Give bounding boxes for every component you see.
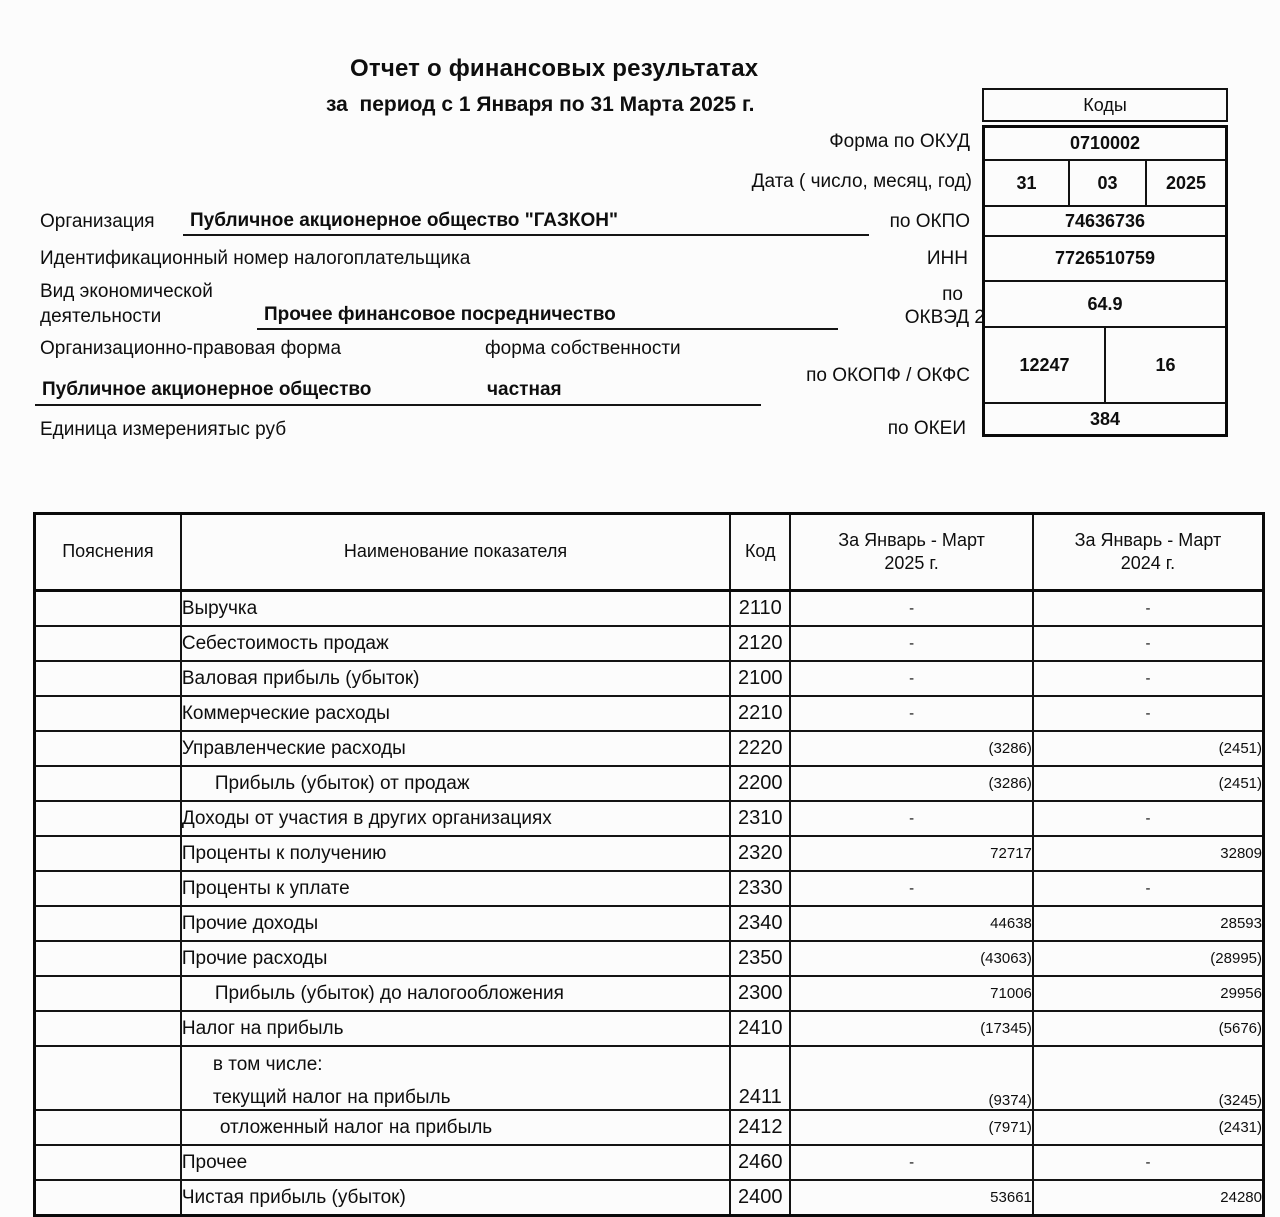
legal-form-underline (35, 375, 761, 406)
value-2025-cell: 53661 (790, 1180, 1033, 1216)
explanations-cell (35, 941, 181, 976)
indicator-name: Налог на прибыль (181, 1011, 730, 1046)
report-header (0, 0, 1280, 512)
value-2024-cell: (3245) (1033, 1046, 1264, 1110)
value-2024-cell: 32809 (1033, 836, 1264, 871)
code-cell: 2330 (730, 871, 790, 906)
header-period-2024-line1: За Январь - Март (1074, 529, 1222, 550)
legal-form-value: Публичное акционерное общество (42, 379, 372, 400)
explanations-cell (35, 976, 181, 1011)
explanations-cell (35, 731, 181, 766)
explanations-cell (35, 591, 181, 627)
value-2025-cell: - (790, 591, 1033, 627)
code-cell: 2460 (730, 1145, 790, 1180)
explanations-cell (35, 1180, 181, 1216)
okved-label-line2: ОКВЭД 2 (904, 307, 985, 328)
indicator-name: Доходы от участия в других организациях (181, 801, 730, 836)
value-2025-cell: (9374) (790, 1046, 1033, 1110)
explanations-cell (35, 1110, 181, 1145)
report-period: за период с 1 Января по 31 Марта 2025 г. (326, 93, 755, 116)
indicator-sub-heading: в том числе: (212, 1054, 323, 1075)
code-cell: 2340 (730, 906, 790, 941)
indicator-name: Проценты к получению (181, 836, 730, 871)
indicator-name: Валовая прибыль (убыток) (181, 661, 730, 696)
date-day-code: 31 (985, 161, 1070, 205)
table-row (35, 976, 1264, 1011)
okved-label-line1: по (942, 284, 963, 305)
inn-label: ИНН (926, 248, 968, 269)
table-header-row (35, 514, 1264, 591)
table-row (35, 1145, 1264, 1180)
indicator-name: Себестоимость продаж (181, 626, 730, 661)
value-2024-cell: - (1033, 1145, 1264, 1180)
value-2025-cell: - (790, 871, 1033, 906)
indicator-name: Прибыль (убыток) от продаж (181, 766, 730, 801)
table-row (35, 941, 1264, 976)
okved-label (905, 283, 985, 329)
code-cell: 2320 (730, 836, 790, 871)
code-cell: 2410 (730, 1011, 790, 1046)
income-statement-section (33, 512, 1265, 1217)
explanations-cell (35, 1145, 181, 1180)
code-cell: 2310 (730, 801, 790, 836)
activity-value: Прочее финансовое посредничество (264, 304, 616, 325)
table-row (35, 906, 1264, 941)
value-2024-cell: 29956 (1033, 976, 1264, 1011)
header-explanations: Пояснения (35, 514, 181, 591)
value-2025-cell: (3286) (790, 766, 1033, 801)
indicator-name: Выручка (181, 591, 730, 627)
organization-value: Публичное акционерное общество "ГАЗКОН" (190, 210, 619, 231)
indicator-name: Коммерческие расходы (181, 696, 730, 731)
code-cell: 2300 (730, 976, 790, 1011)
okpo-code: 74636736 (985, 207, 1225, 237)
indicator-name (181, 1046, 730, 1110)
unit-value: тыс руб (218, 419, 287, 440)
date-code-row (985, 161, 1225, 207)
okei-code: 384 (1089, 408, 1121, 429)
value-2024-cell: (5676) (1033, 1011, 1264, 1046)
code-cell: 2400 (730, 1180, 790, 1216)
value-2024-cell: (2451) (1033, 731, 1264, 766)
value-2024-cell: (28995) (1033, 941, 1264, 976)
inn-long-label: Идентификационный номер налогоплательщика (40, 248, 471, 269)
okei-label: по ОКЕИ (887, 418, 966, 439)
explanations-cell (35, 626, 181, 661)
value-2025-cell: - (790, 626, 1033, 661)
value-2024-cell: - (1033, 696, 1264, 731)
ownership-form-label: форма собственности (485, 338, 681, 359)
report-title: Отчет о финансовых результатах (350, 55, 759, 82)
date-label: Дата ( число, месяц, год) (751, 171, 972, 192)
organization-underline (183, 206, 869, 236)
value-2025-cell: 72717 (790, 836, 1033, 871)
value-2024-cell: 24280 (1033, 1180, 1264, 1216)
indicator-name: Управленческие расходы (181, 731, 730, 766)
code-cell: 2411 (730, 1046, 790, 1110)
table-row (35, 661, 1264, 696)
table-row (35, 836, 1264, 871)
activity-label-line1: Вид экономической (40, 281, 213, 302)
value-2025-cell: (7971) (790, 1110, 1033, 1145)
income-statement-table (33, 512, 1265, 1217)
indicator-name: Чистая прибыль (убыток) (181, 1180, 730, 1216)
okopf-code: 12247 (985, 328, 1106, 402)
table-row (35, 696, 1264, 731)
value-2024-cell: - (1033, 591, 1264, 627)
value-2025-cell: 71006 (790, 976, 1033, 1011)
value-2025-cell: 44638 (790, 906, 1033, 941)
explanations-cell (35, 871, 181, 906)
value-2025-cell: - (790, 696, 1033, 731)
code-cell: 2110 (730, 591, 790, 627)
date-year-code: 2025 (1165, 172, 1207, 193)
indicator-sub-name: текущий налог на прибыль (212, 1087, 451, 1108)
value-2025-cell: (43063) (790, 941, 1033, 976)
activity-underline (257, 300, 838, 330)
value-2024-cell: - (1033, 801, 1264, 836)
value-2024-cell: - (1033, 871, 1264, 906)
value-2025-cell: (3286) (790, 731, 1033, 766)
inn-code: 7726510759 (985, 237, 1225, 282)
value-2024-cell: - (1033, 626, 1264, 661)
explanations-cell (35, 801, 181, 836)
indicator-name: отложенный налог на прибыль (181, 1110, 730, 1145)
table-row (35, 1046, 1264, 1110)
codes-box-values (982, 125, 1228, 437)
code-cell: 2200 (730, 766, 790, 801)
explanations-cell (35, 1046, 181, 1110)
okved-code: 64.9 (985, 282, 1225, 328)
okpo-label: по ОКПО (889, 211, 970, 232)
table-row (35, 766, 1264, 801)
okfs-code: 16 (1155, 354, 1176, 375)
value-2024-cell: 28593 (1033, 906, 1264, 941)
table-row (35, 1110, 1264, 1145)
code-cell: 2210 (730, 696, 790, 731)
table-row (35, 1180, 1264, 1216)
codes-box (982, 88, 1228, 437)
header-indicator: Наименование показателя (181, 514, 730, 591)
header-code: Код (730, 514, 790, 591)
value-2024-cell: - (1033, 661, 1264, 696)
value-2024-cell: (2451) (1033, 766, 1264, 801)
okopf-okfs-code-row (985, 328, 1225, 404)
value-2025-cell: (17345) (790, 1011, 1033, 1046)
ownership-value: частная (487, 379, 562, 400)
okud-code: 0710002 (985, 128, 1225, 161)
header-period-2025 (790, 514, 1033, 591)
explanations-cell (35, 661, 181, 696)
indicator-name: Прочие расходы (181, 941, 730, 976)
code-cell: 2350 (730, 941, 790, 976)
header-period-2025-line2: 2025 г. (884, 553, 939, 573)
indicator-name: Проценты к уплате (181, 871, 730, 906)
table-row (35, 1011, 1264, 1046)
date-month-code: 03 (1070, 161, 1147, 205)
code-cell: 2220 (730, 731, 790, 766)
header-period-2024 (1033, 514, 1264, 591)
code-cell: 2412 (730, 1110, 790, 1145)
indicator-name: Прочие доходы (181, 906, 730, 941)
table-row (35, 871, 1264, 906)
header-period-2024-line2: 2024 г. (1120, 553, 1176, 573)
codes-box-title: Коды (982, 88, 1228, 122)
indicator-name: Прочее (181, 1145, 730, 1180)
explanations-cell (35, 766, 181, 801)
organization-label: Организация (40, 211, 155, 232)
value-2024-cell: (2431) (1033, 1110, 1264, 1145)
table-row (35, 731, 1264, 766)
table-row (35, 591, 1264, 627)
value-2025-cell: - (790, 1145, 1033, 1180)
value-2025-cell: - (790, 661, 1033, 696)
value-2025-cell: - (790, 801, 1033, 836)
explanations-cell (35, 1011, 181, 1046)
explanations-cell (35, 906, 181, 941)
legal-form-label: Организационно-правовая форма (40, 338, 342, 359)
header-period-2025-line1: За Январь - Март (838, 529, 985, 550)
form-okud-label: Форма по ОКУД (829, 131, 970, 152)
explanations-cell (35, 696, 181, 731)
okopf-okfs-label: по ОКОПФ / ОКФС (806, 365, 970, 386)
code-cell: 2100 (730, 661, 790, 696)
table-row (35, 626, 1264, 661)
code-cell: 2120 (730, 626, 790, 661)
activity-label-line2: деятельности (40, 306, 162, 327)
unit-label: Единица измерения: (40, 419, 223, 440)
explanations-cell (35, 836, 181, 871)
table-row (35, 801, 1264, 836)
indicator-name: Прибыль (убыток) до налогообложения (181, 976, 730, 1011)
